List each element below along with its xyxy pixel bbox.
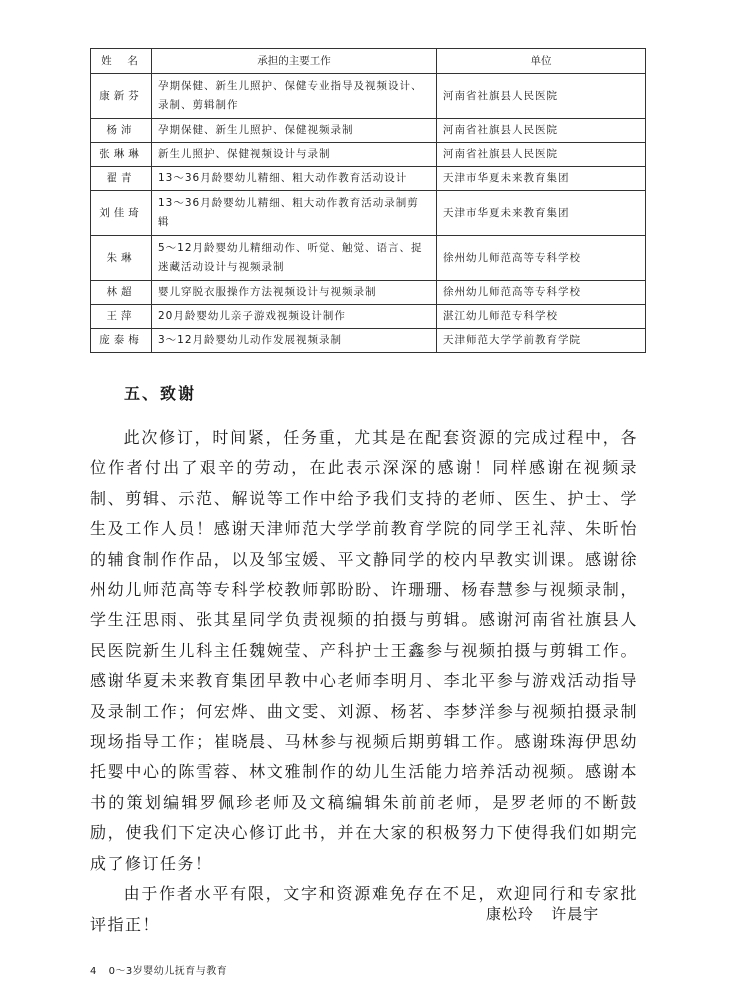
row-name: 刘佳琦	[91, 191, 152, 236]
row-unit: 河南省社旗县人民医院	[437, 143, 646, 167]
table-row	[91, 119, 646, 143]
row-work: 20月龄婴幼儿亲子游戏视频设计制作	[152, 305, 437, 329]
row-name: 翟青	[91, 167, 152, 191]
row-work: 13～36月龄婴幼儿精细、粗大动作教育活动录制剪辑	[152, 191, 437, 236]
row-unit: 河南省社旗县人民医院	[437, 74, 646, 119]
row-unit: 天津市华夏未来教育集团	[437, 191, 646, 236]
acknowledgement-body	[90, 423, 638, 940]
table-row	[91, 167, 646, 191]
table-row	[91, 281, 646, 305]
table-row	[91, 191, 646, 236]
row-name: 杨沛	[91, 119, 152, 143]
row-work: 新生儿照护、保健视频设计与录制	[152, 143, 437, 167]
row-work: 孕期保健、新生儿照护、保健专业指导及视频设计、录制、剪辑制作	[152, 74, 437, 119]
row-name: 王萍	[91, 305, 152, 329]
author-signature: 康松玲 许晨宇	[486, 905, 600, 923]
row-unit: 湛江幼儿师范专科学校	[437, 305, 646, 329]
page-number: 4	[90, 966, 97, 977]
row-unit: 河南省社旗县人民医院	[437, 119, 646, 143]
header-work: 承担的主要工作	[152, 49, 437, 74]
page-footer	[90, 962, 227, 977]
row-name: 康新芬	[91, 74, 152, 119]
row-unit: 天津市华夏未来教育集团	[437, 167, 646, 191]
row-unit: 天津师范大学学前教育学院	[437, 329, 646, 353]
row-unit: 徐州幼儿师范高等专科学校	[437, 281, 646, 305]
row-unit: 徐州幼儿师范高等专科学校	[437, 236, 646, 281]
row-name: 庞泰梅	[91, 329, 152, 353]
paragraph: 此次修订，时间紧，任务重，尤其是在配套资源的完成过程中，各位作者付出了艰辛的劳动，在此表示深深的感谢！同样感谢在视频录制、剪辑、示范、解说等工作中给予我们支持的老师、医生、护士、学生及工作人员！感谢天津师范大学学前教育学院的同学王礼萍、朱昕怡的辅食制作作品，以及邹宝媛、平文静同学的校内早教实训课。感谢徐州幼儿师范高等专科学校教师郭盼盼、许珊珊、杨春慧参与视频录制，学生汪思雨、张其星同学负责视频的拍摄与剪辑。感谢河南省社旗县人民医院新生儿科主任魏婉莹、产科护士王鑫参与视频拍摄与剪辑工作。感谢华夏未来教育集团早教中心老师李明月、李北平参与游戏活动指导及录制工作；何宏烨、曲文雯、刘源、杨茗、李梦洋参与视频拍摄录制现场指导工作；崔晓晨、马林参与视频后期剪辑工作。感谢珠海伊思幼托婴中心的陈雪蓉、林文雅制作的幼儿生活能力培养活动视频。感谢本书的策划编辑罗佩珍老师及文稿编辑朱前前老师，是罗老师的不断鼓励，使我们下定决心修订此书，并在大家的积极努力下使得我们如期完成了修订任务！	[90, 428, 638, 873]
row-work: 3～12月龄婴幼儿动作发展视频录制	[152, 329, 437, 353]
row-name: 张琳琳	[91, 143, 152, 167]
row-work: 13～36月龄婴幼儿精细、粗大动作教育活动设计	[152, 167, 437, 191]
paragraph: 由于作者水平有限，文字和资源难免存在不足，欢迎同行和专家批评指正！	[90, 884, 638, 934]
row-work: 孕期保健、新生儿照护、保健视频录制	[152, 119, 437, 143]
table-row	[91, 329, 646, 353]
section-heading: 五、致谢	[124, 384, 197, 403]
row-name: 朱琳	[91, 236, 152, 281]
row-name: 林超	[91, 281, 152, 305]
row-work: 婴儿穿脱衣服操作方法视频设计与视频录制	[152, 281, 437, 305]
table-row	[91, 74, 646, 119]
row-work: 5～12月龄婴幼儿精细动作、听觉、触觉、语言、捉迷藏活动设计与视频录制	[152, 236, 437, 281]
header-unit: 单位	[437, 49, 646, 74]
table-row	[91, 236, 646, 281]
book-title: 0～3岁婴幼儿抚育与教育	[108, 966, 228, 977]
table-row	[91, 143, 646, 167]
header-name: 姓 名	[91, 49, 152, 74]
table-row	[91, 305, 646, 329]
contributors-table	[90, 48, 646, 353]
table-header-row	[91, 49, 646, 74]
